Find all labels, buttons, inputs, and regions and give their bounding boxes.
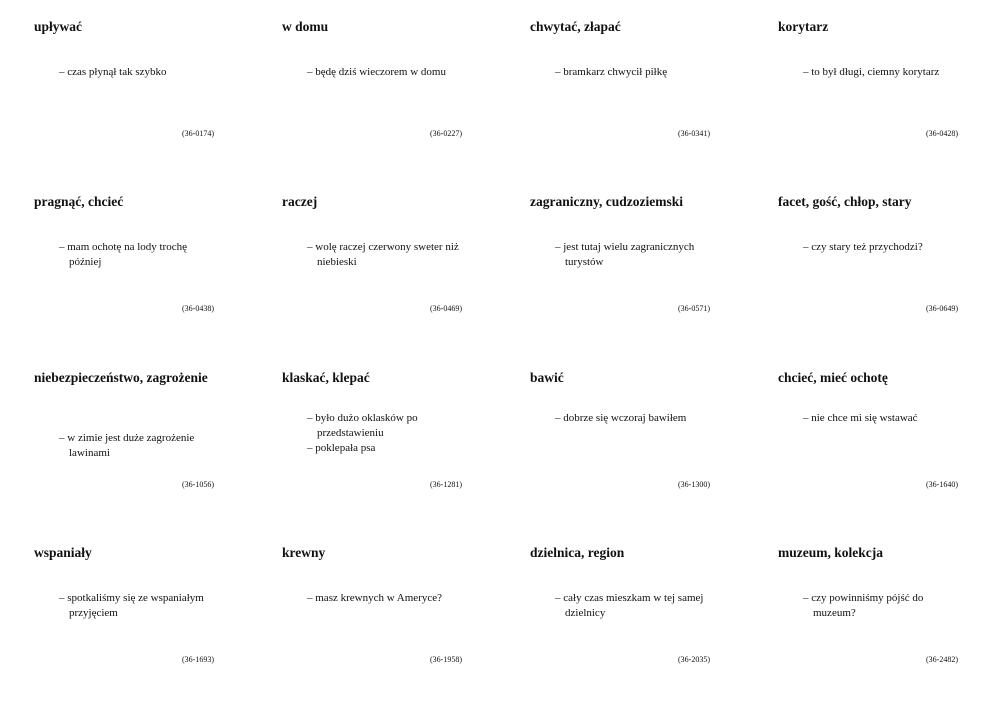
- flashcard: [34, 194, 214, 334]
- flashcard-term: korytarz: [778, 19, 829, 34]
- example-list: [298, 240, 466, 270]
- flashcard-term: raczej: [282, 194, 318, 209]
- example-list: [298, 65, 466, 80]
- flashcard: [530, 194, 710, 334]
- flashcard-term: facet, gość, chłop, stary: [778, 194, 912, 209]
- flashcard-term: wspaniały: [34, 545, 92, 560]
- example-sentence: – czy stary też przychodzi?: [794, 240, 962, 255]
- flashcard-term: niebezpieczeństwo, zagrożenie: [34, 370, 208, 385]
- example-sentence: – w zimie jest duże zagrożenie lawinami: [50, 431, 218, 461]
- example-sentence: – czas płynął tak szybko: [50, 65, 218, 80]
- example-sentence: – czy powinniśmy pójść do muzeum?: [794, 591, 962, 621]
- example-list: [298, 411, 466, 456]
- example-list: [50, 431, 218, 461]
- flashcard-term: krewny: [282, 545, 326, 560]
- flashcard-term: zagraniczny, cudzoziemski: [530, 194, 683, 209]
- card-code: (36-0571): [678, 304, 710, 313]
- example-list: [546, 411, 714, 426]
- flashcard: [778, 19, 958, 159]
- flashcard: [778, 194, 958, 334]
- card-code: (36-0341): [678, 129, 710, 138]
- flashcard: [282, 545, 462, 685]
- card-code: (36-0649): [926, 304, 958, 313]
- card-code: (36-0428): [926, 129, 958, 138]
- example-list: [546, 240, 714, 270]
- flashcard-term: muzeum, kolekcja: [778, 545, 883, 560]
- example-list: [546, 591, 714, 621]
- flashcard: [34, 370, 214, 510]
- flashcard: [282, 370, 462, 510]
- flashcard: [282, 194, 462, 334]
- example-sentence: – bramkarz chwycił piłkę: [546, 65, 714, 80]
- example-list: [794, 411, 962, 426]
- flashcard-term: upływać: [34, 19, 83, 34]
- card-code: (36-0438): [182, 304, 214, 313]
- card-code: (36-1640): [926, 480, 958, 489]
- example-list: [50, 591, 218, 621]
- example-list: [50, 65, 218, 80]
- card-code: (36-1693): [182, 655, 214, 664]
- example-sentence: – jest tutaj wielu zagranicznych turystów: [546, 240, 714, 270]
- example-sentence: – to był długi, ciemny korytarz: [794, 65, 962, 80]
- flashcard-term: chcieć, mieć ochotę: [778, 370, 888, 385]
- example-sentence: – nie chce mi się wstawać: [794, 411, 962, 426]
- example-list: [794, 65, 962, 80]
- card-code: (36-2482): [926, 655, 958, 664]
- flashcard: [778, 370, 958, 510]
- card-code: (36-1056): [182, 480, 214, 489]
- example-sentence: – dobrze się wczoraj bawiłem: [546, 411, 714, 426]
- card-code: (36-0469): [430, 304, 462, 313]
- flashcard-term: bawić: [530, 370, 564, 385]
- example-sentence: – było dużo oklasków po przedstawieniu: [298, 411, 466, 441]
- example-sentence: – będę dziś wieczorem w domu: [298, 65, 466, 80]
- flashcard: [530, 19, 710, 159]
- card-code: (36-1281): [430, 480, 462, 489]
- flashcard: [530, 545, 710, 685]
- flashcard: [34, 545, 214, 685]
- example-list: [546, 65, 714, 80]
- card-code: (36-0174): [182, 129, 214, 138]
- flashcard-term: w domu: [282, 19, 329, 34]
- example-sentence: – spotkaliśmy się ze wspaniałym przyjęciem: [50, 591, 218, 621]
- card-code: (36-2035): [678, 655, 710, 664]
- flashcard: [778, 545, 958, 685]
- flashcard: [34, 19, 214, 159]
- card-code: (36-1958): [430, 655, 462, 664]
- flashcard: [282, 19, 462, 159]
- example-list: [298, 591, 466, 606]
- example-sentence: – wolę raczej czerwony sweter niż niebieski: [298, 240, 466, 270]
- example-sentence: – masz krewnych w Ameryce?: [298, 591, 466, 606]
- example-list: [50, 240, 218, 270]
- flashcard-term: klaskać, klepać: [282, 370, 370, 385]
- flashcard: [530, 370, 710, 510]
- flashcard-term: dzielnica, region: [530, 545, 625, 560]
- flashcard-term: pragnąć, chcieć: [34, 194, 124, 209]
- flashcard-term: chwytać, złapać: [530, 19, 621, 34]
- example-sentence: – cały czas mieszkam w tej samej dzielnicy: [546, 591, 714, 621]
- example-sentence: – poklepała psa: [298, 441, 466, 456]
- example-sentence: – mam ochotę na lody trochę później: [50, 240, 218, 270]
- example-list: [794, 591, 962, 621]
- card-code: (36-1300): [678, 480, 710, 489]
- example-list: [794, 240, 962, 255]
- card-code: (36-0227): [430, 129, 462, 138]
